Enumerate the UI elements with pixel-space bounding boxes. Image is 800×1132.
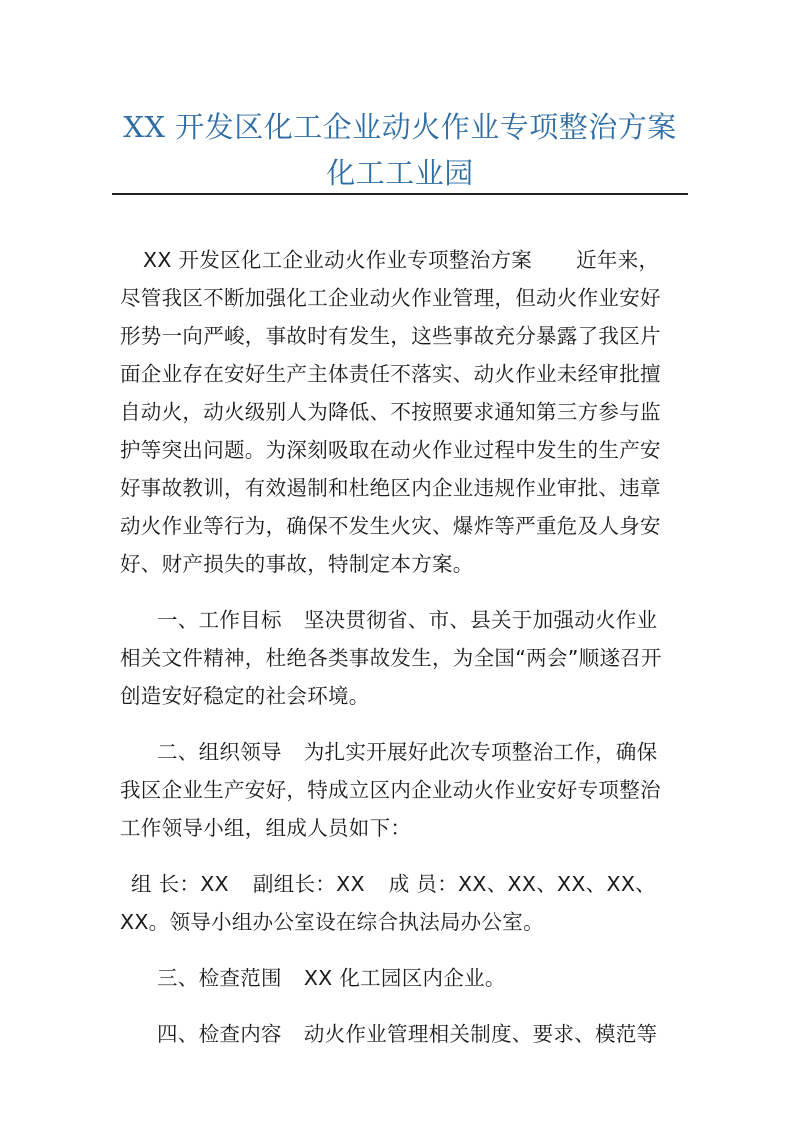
intro-tail: 近年来， bbox=[576, 248, 660, 272]
paragraph-gap bbox=[120, 583, 700, 601]
intro-line-1 bbox=[120, 241, 700, 279]
section2-line-2: 我区企业生产安好，特成立区内企业动火作业安好专项整治 bbox=[120, 778, 661, 802]
section1-line-1 bbox=[120, 601, 700, 639]
paragraph-gap bbox=[120, 847, 700, 865]
intro-line-9: 好、财产损失的事故，特制定本方案。 bbox=[120, 552, 474, 576]
leader: 组 长：XX bbox=[131, 872, 229, 896]
section2-line-3: 工作领导小组，组成人员如下： bbox=[120, 816, 412, 840]
section3-heading: 三、检查范围 bbox=[157, 966, 282, 990]
section3-text: XX 化工园区内企业。 bbox=[303, 966, 506, 990]
intro-text: XX 开发区化工企业动火作业专项整治方案 bbox=[143, 248, 533, 272]
intro-line-6: 护等突出问题。为深刻吸取在动火作业过程中发生的生产安 bbox=[120, 438, 661, 462]
title-line-2: 化工工业园 bbox=[326, 156, 474, 190]
intro-line-4: 面企业存在安好生产主体责任不落实、动火作业未经审批擅 bbox=[120, 362, 661, 386]
paragraph-gap bbox=[120, 997, 700, 1015]
section4-line bbox=[120, 1015, 700, 1053]
members-line-1 bbox=[120, 865, 700, 903]
section2-line-1 bbox=[120, 733, 700, 771]
intro-line-2: 尽管我区不断加强化工企业动火作业管理，但动火作业安好 bbox=[120, 286, 661, 310]
paragraph-gap bbox=[120, 941, 700, 959]
section4-text: 动火作业管理相关制度、要求、模范等 bbox=[303, 1022, 658, 1046]
title-divider bbox=[112, 193, 688, 195]
members-list: 成 员：XX、XX、XX、XX、 bbox=[388, 872, 656, 896]
intro-line-3: 形势一向严峻，事故时有发生，这些事故充分暴露了我区片 bbox=[120, 324, 661, 348]
intro-line-7: 好事故教训，有效遏制和杜绝区内企业违规作业审批、违章 bbox=[120, 476, 661, 500]
members-line-2: XX。领导小组办公室设在综合执法局办公室。 bbox=[120, 910, 544, 934]
section2-text: 为扎实开展好此次专项整治工作，确保 bbox=[303, 740, 658, 764]
section4-heading: 四、检查内容 bbox=[157, 1022, 282, 1046]
section1-heading: 一、工作目标 bbox=[157, 608, 282, 632]
title-line-1: XX 开发区化工企业动火作业专项整治方案 bbox=[123, 110, 677, 144]
deputy-leader: 副组长：XX bbox=[252, 872, 365, 896]
section1-text: 坚决贯彻省、市、县关于加强动火作业 bbox=[303, 608, 658, 632]
section1-line-3: 创造安好稳定的社会环境。 bbox=[120, 684, 370, 708]
paragraph-gap bbox=[120, 715, 700, 733]
document-body bbox=[120, 241, 700, 1053]
intro-line-5: 自动火，动火级别人为降低、不按照要求通知第三方参与监 bbox=[120, 400, 661, 424]
intro-line-8: 动火作业等行为，确保不发生火灾、爆炸等严重危及人身安 bbox=[120, 514, 661, 538]
section1-line-2: 相关文件精神，杜绝各类事故发生，为全国“两会”顺遂召开 bbox=[120, 646, 662, 670]
section3-line bbox=[120, 959, 700, 997]
document-title bbox=[110, 104, 690, 196]
section2-heading: 二、组织领导 bbox=[157, 740, 282, 764]
